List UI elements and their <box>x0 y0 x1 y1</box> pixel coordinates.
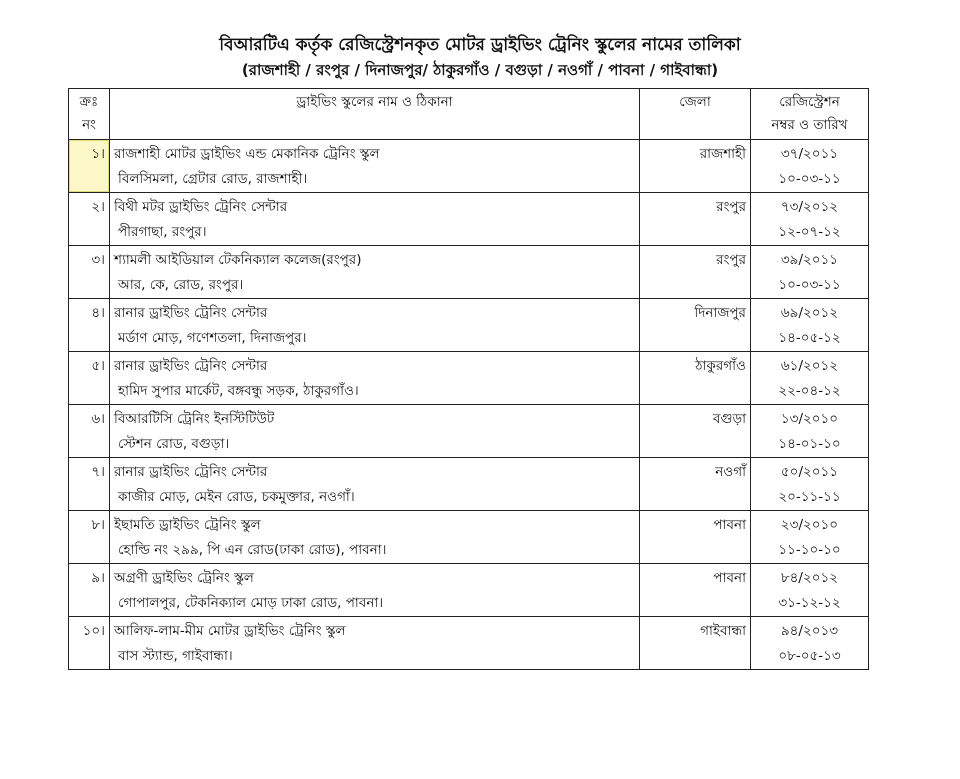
row-school-cell <box>110 511 640 564</box>
row-serial: ৬। <box>69 405 110 458</box>
row-school-cell <box>110 140 640 193</box>
row-registration-cell <box>751 564 869 617</box>
row-serial: ২। <box>69 193 110 246</box>
header-school-name: ড্রাইভিং স্কুলের নাম ও ঠিকানা <box>110 89 640 140</box>
registration-number: ৬৯/২০১২ <box>780 305 839 321</box>
row-district: নওগাঁ <box>640 458 751 511</box>
row-serial: ১০। <box>69 617 110 670</box>
school-address: মর্ডাণ মোড়, গণেশতলা, দিনাজপুর। <box>118 330 307 346</box>
row-school-cell <box>110 246 640 299</box>
row-district: রংপুর <box>640 193 751 246</box>
row-serial: ৪। <box>69 299 110 352</box>
row-serial: ৫। <box>69 352 110 405</box>
registration-date: ২০-১১-১১ <box>778 489 841 505</box>
row-registration-cell <box>751 458 869 511</box>
document-subtitle: (রাজশাহী / রংপুর / দিনাজপুর/ ঠাকুরগাঁও / বগুড়া / নওগাঁ / পাবনা / গাইবান্ধা) <box>241 61 719 79</box>
row-district: রংপুর <box>640 246 751 299</box>
table-row <box>69 299 869 352</box>
registration-number: ৮৪/২০১২ <box>780 570 839 586</box>
row-registration-cell <box>751 352 869 405</box>
registration-date: ১১-১০-১০ <box>778 542 841 558</box>
header-serial <box>69 89 110 140</box>
registration-date: ১৪-০৫-১২ <box>778 330 841 346</box>
school-address: পীরগাছা, রংপুর। <box>118 224 207 240</box>
row-district: গাইবান্ধা <box>640 617 751 670</box>
registration-date: ১২-০৭-১২ <box>778 224 841 240</box>
row-school-cell <box>110 617 640 670</box>
row-school-cell <box>110 458 640 511</box>
registration-number: ৫০/২০১১ <box>780 464 839 480</box>
registration-number: ১৩/২০১০ <box>780 411 839 427</box>
registration-number: ৬১/২০১২ <box>780 358 839 374</box>
row-district: বগুড়া <box>640 405 751 458</box>
registration-number: ৭৩/২০১২ <box>780 199 839 215</box>
table-row <box>69 246 869 299</box>
table-row <box>69 564 869 617</box>
school-name: ইছামতি ড্রাইভিং ট্রেনিং স্কুল <box>114 517 261 533</box>
row-registration-cell <box>751 246 869 299</box>
table-row <box>69 405 869 458</box>
row-registration-cell <box>751 617 869 670</box>
header-registration-line1: রেজিস্ট্রেশন <box>779 94 840 110</box>
row-school-cell <box>110 299 640 352</box>
row-serial: ৮। <box>69 511 110 564</box>
row-serial-selected-cell[interactable]: ১। <box>69 140 110 193</box>
row-district: পাবনা <box>640 564 751 617</box>
document-title: বিআরটিএ কর্তৃক রেজিস্ট্রেশনকৃত মোটর ড্রাইভিং ট্রেনিং স্কুলের নামের তালিকা <box>219 35 741 55</box>
registration-date: ২২-০৪-১২ <box>778 383 841 399</box>
registration-date: ০৮-০৫-১৩ <box>778 648 841 664</box>
school-address: গোপালপুর, টেকনিক্যাল মোড় ঢাকা রোড, পাবনা। <box>118 595 384 611</box>
school-address: কাজীর মোড়, মেইন রোড, চকমুক্তার, নওগাঁ। <box>118 489 355 505</box>
row-district: পাবনা <box>640 511 751 564</box>
school-name: আলিফ-লাম-মীম মোটর ড্রাইভিং ট্রেনিং স্কুল <box>114 623 346 639</box>
school-name: বিআরটিসি ট্রেনিং ইনস্টিটিউট <box>114 411 275 427</box>
table-row <box>69 352 869 405</box>
table-row <box>69 193 869 246</box>
school-address: বাস স্ট্যান্ড, গাইবান্ধা। <box>118 648 233 664</box>
registration-date: ১০-০৩-১১ <box>778 277 841 293</box>
table-row <box>69 617 869 670</box>
header-registration-line2: নম্বর ও তারিখ <box>771 117 848 133</box>
row-school-cell <box>110 405 640 458</box>
school-name: রানার ড্রাইভিং ট্রেনিং সেন্টার <box>114 305 268 321</box>
row-serial: ৩। <box>69 246 110 299</box>
school-name: বিথী মটর ড্রাইভিং ট্রেনিং সেন্টার <box>114 199 288 215</box>
school-address: আর, কে, রোড, রংপুর। <box>118 277 244 293</box>
header-serial-line2: নং <box>82 117 96 133</box>
registration-date: ৩১-১২-১২ <box>778 595 841 611</box>
table-row <box>69 140 869 193</box>
header-serial-line1: ক্রঃ <box>79 94 99 110</box>
registration-number: ৯৪/২০১৩ <box>780 623 839 639</box>
school-name: শ্যামলী আইডিয়াল টেকনিক্যাল কলেজ(রংপুর) <box>114 252 362 268</box>
school-name: রাজশাহী মোটর ড্রাইভিং এন্ড মেকানিক ট্রেনিং স্কুল <box>114 146 380 162</box>
row-registration-cell <box>751 140 869 193</box>
registration-number: ২৩/২০১০ <box>780 517 839 533</box>
row-registration-cell <box>751 405 869 458</box>
registration-date: ১৪-০১-১০ <box>778 436 841 452</box>
table-header-row <box>69 89 869 140</box>
school-address: হামিদ সুপার মার্কেট, বঙ্গবন্ধু সড়ক, ঠাকুরগাঁও। <box>118 383 359 399</box>
registration-date: ১০-০৩-১১ <box>778 171 841 187</box>
table-row <box>69 458 869 511</box>
row-district: দিনাজপুর <box>640 299 751 352</box>
school-address: হোল্ডি নং ২৯৯, পি এন রোড(ঢাকা রোড), পাবনা। <box>118 542 387 558</box>
school-name: অগ্রণী ড্রাইভিং ট্রেনিং স্কুল <box>114 570 254 586</box>
row-registration-cell <box>751 299 869 352</box>
school-address: বিলসিমলা, গ্রেটার রোড, রাজশাহী। <box>118 171 308 187</box>
row-serial: ৭। <box>69 458 110 511</box>
school-address: স্টেশন রোড, বগুড়া। <box>118 436 230 452</box>
registration-number: ৩৭/২০১১ <box>780 146 839 162</box>
row-school-cell <box>110 564 640 617</box>
row-district: ঠাকুরগাঁও <box>640 352 751 405</box>
header-registration <box>751 89 869 140</box>
row-school-cell <box>110 193 640 246</box>
row-serial: ৯। <box>69 564 110 617</box>
school-name: রানার ড্রাইভিং ট্রেনিং সেন্টার <box>114 464 268 480</box>
header-district: জেলা <box>640 89 751 140</box>
row-registration-cell <box>751 511 869 564</box>
row-school-cell <box>110 352 640 405</box>
school-name: রানার ড্রাইভিং ট্রেনিং সেন্টার <box>114 358 268 374</box>
driving-school-table <box>68 88 869 670</box>
registration-number: ৩৯/২০১১ <box>780 252 839 268</box>
row-district: রাজশাহী <box>640 140 751 193</box>
row-registration-cell <box>751 193 869 246</box>
table-row <box>69 511 869 564</box>
